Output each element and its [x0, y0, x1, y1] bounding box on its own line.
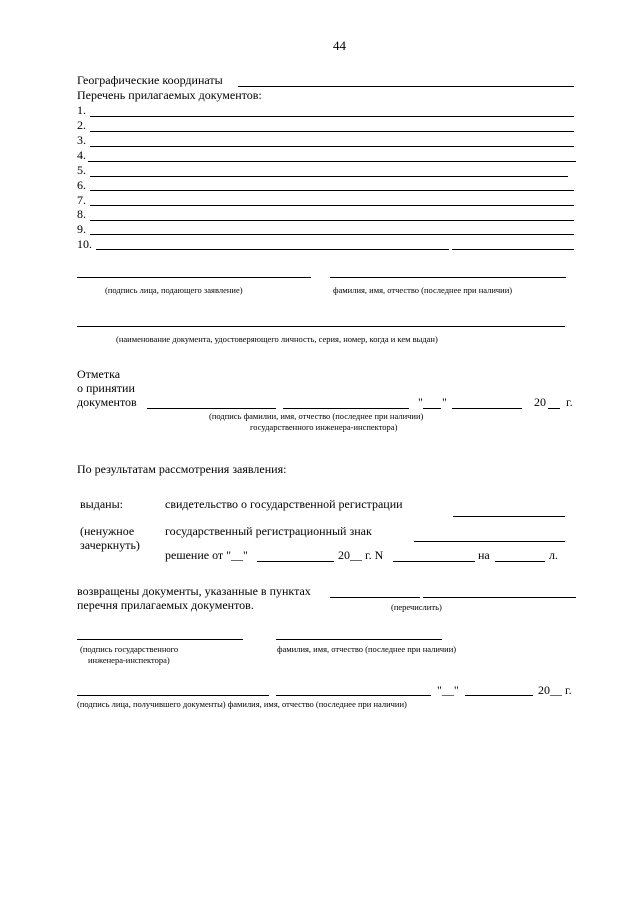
- doc-item-number: 3.: [77, 133, 86, 147]
- issued-decision-on: на: [478, 548, 490, 562]
- doc-item-line: [90, 220, 574, 221]
- returned-items-line: [423, 597, 576, 598]
- acceptance-name-line: [283, 408, 409, 409]
- acceptance-label-line1: Отметка: [77, 367, 121, 381]
- applicant-signature-line: [77, 277, 311, 278]
- acceptance-day-line: [423, 408, 441, 409]
- doc-item-line: [90, 146, 574, 147]
- issued-certificate: свидетельство о государственной регистрации: [165, 497, 403, 511]
- receiver-month-line: [465, 695, 533, 696]
- id-document-caption: (наименование документа, удостоверяющего личность, серия, номер, когда и кем выдан): [116, 334, 438, 344]
- inspector-signature-line: [77, 639, 243, 640]
- acceptance-label-line2: о принятии: [77, 381, 135, 395]
- doc-item-line: [88, 161, 576, 162]
- acceptance-signature-line: [147, 408, 276, 409]
- doc-item-number: 2.: [77, 118, 86, 132]
- doc-item-line: [90, 176, 568, 177]
- acceptance-quote-open: ": [418, 395, 423, 409]
- issued-decision-unit: л.: [549, 548, 558, 562]
- doc-item-number: 9.: [77, 222, 86, 236]
- acceptance-year-unit: г.: [566, 395, 573, 409]
- acceptance-caption-1: (подпись фамилии, имя, отчество (последнее при наличии): [209, 411, 424, 421]
- page-number: 44: [333, 38, 346, 53]
- inspector-name-caption: фамилия, имя, отчество (последнее при наличии): [277, 644, 457, 654]
- applicant-signature-caption: (подпись лица, подающего заявление): [105, 285, 243, 295]
- geo-coordinates-line: [238, 86, 574, 87]
- inspector-caption-2: инженера-инспектора): [88, 655, 170, 665]
- returned-line1: возвращены документы, указанные в пунктах: [77, 584, 311, 598]
- returned-caption: (перечислить): [391, 602, 442, 612]
- issued-decision-pages-line: [495, 561, 545, 562]
- inspector-name-line: [276, 639, 442, 640]
- applicant-name-caption: фамилия, имя, отчество (последнее при наличии): [333, 285, 513, 295]
- doc-item-line: [90, 116, 574, 117]
- issued-decision-number-line: [393, 561, 475, 562]
- doc-item-line: [90, 234, 574, 235]
- issued-decision-year: 20__ г. N: [338, 548, 384, 562]
- id-document-line: [77, 326, 565, 327]
- doc-item-number: 5.: [77, 163, 86, 177]
- acceptance-label-line3: документов: [77, 395, 137, 409]
- receiver-signature-line: [77, 695, 269, 696]
- acceptance-year-line: [548, 408, 560, 409]
- returned-items-line: [330, 597, 420, 598]
- receiver-year: 20__ г.: [538, 683, 572, 697]
- issued-certificate-line: [453, 516, 565, 517]
- doc-item-number: 6.: [77, 178, 86, 192]
- doc-item-number: 7.: [77, 193, 86, 207]
- doc-item-line: [90, 205, 574, 206]
- acceptance-month-line: [452, 408, 522, 409]
- doc-item-number: 10.: [77, 237, 92, 251]
- returned-line2: перечня прилагаемых документов.: [77, 598, 254, 612]
- geo-coordinates-label: Географические координаты: [77, 73, 223, 87]
- receiver-date-quote: "__": [437, 683, 459, 697]
- receiver-caption: (подпись лица, получившего документы) фамилия, имя, отчество (последнее при наличии): [77, 699, 407, 709]
- acceptance-caption-2: государственного инженера-инспектора): [250, 422, 398, 432]
- docs-list-label: Перечень прилагаемых документов:: [77, 88, 262, 102]
- issued-note-line2: зачеркнуть): [80, 538, 140, 552]
- issued-decision-prefix: решение от "__": [165, 548, 248, 562]
- issued-note-line1: (ненужное: [80, 524, 135, 538]
- issued-reg-plate-line: [414, 541, 565, 542]
- doc-item-line: [96, 249, 449, 250]
- acceptance-year: 20: [534, 395, 546, 409]
- doc-item-number: 8.: [77, 207, 86, 221]
- issued-decision-date-line: [257, 561, 334, 562]
- acceptance-quote-close: ": [442, 395, 447, 409]
- doc-item-line: [90, 131, 574, 132]
- applicant-name-line: [330, 277, 566, 278]
- issued-reg-plate: государственный регистрационный знак: [165, 524, 372, 538]
- inspector-caption-1: (подпись государственного: [80, 644, 179, 654]
- doc-item-line: [90, 190, 574, 191]
- receiver-name-line: [276, 695, 431, 696]
- doc-item-line: [452, 249, 574, 250]
- results-label: По результатам рассмотрения заявления:: [77, 462, 287, 476]
- issued-label: выданы:: [80, 497, 123, 511]
- doc-item-number: 4.: [77, 148, 86, 162]
- doc-item-number: 1.: [77, 103, 86, 117]
